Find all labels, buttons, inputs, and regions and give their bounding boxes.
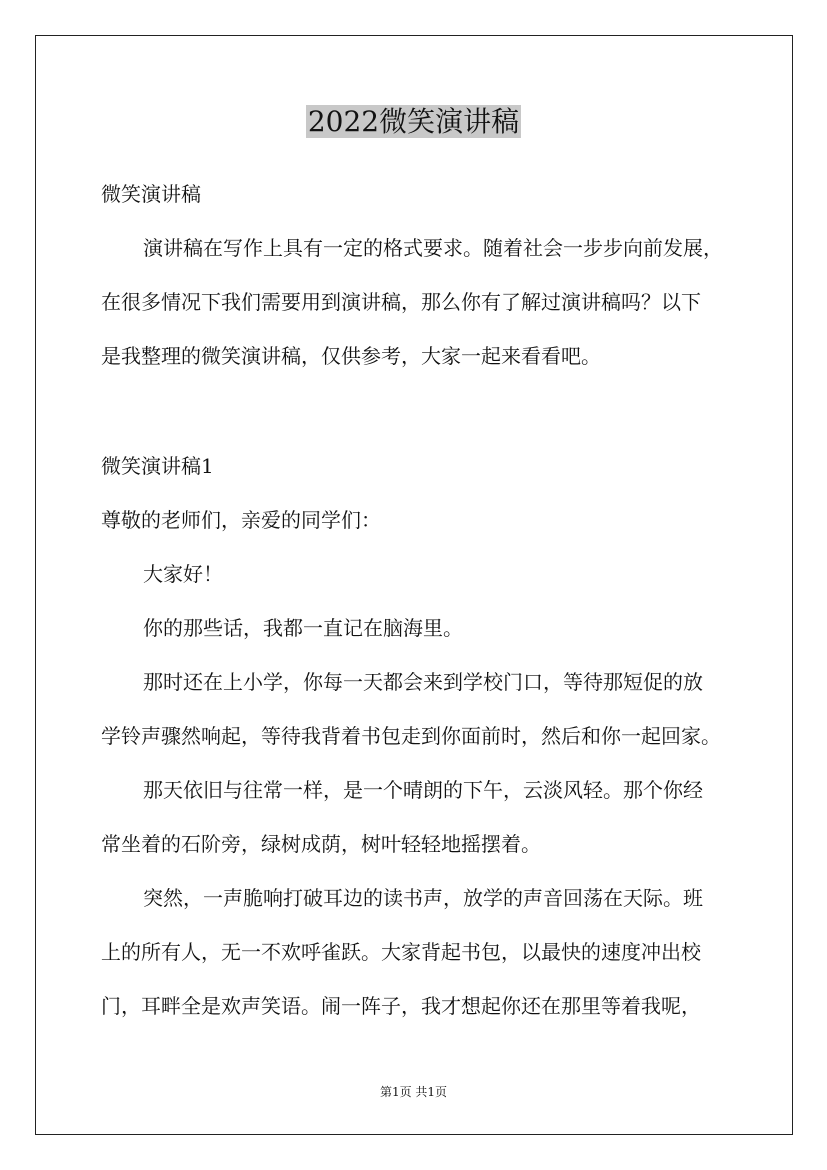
paragraph-line: 在很多情况下我们需要用到演讲稿，那么你有了解过演讲稿吗？以下 bbox=[101, 290, 701, 314]
paragraph-line: 是我整理的微笑演讲稿，仅供参考，大家一起来看看吧。 bbox=[101, 344, 601, 368]
paragraph-line: 上的所有人，无一不欢呼雀跃。大家背起书包，以最快的速度冲出校 bbox=[101, 940, 701, 964]
page-number-footer: 第1页 共1页 bbox=[379, 1085, 448, 1099]
paragraph-line: 突然，一声脆响打破耳边的读书声，放学的声音回荡在天际。班 bbox=[143, 886, 703, 910]
section-heading: 微笑演讲稿 bbox=[101, 182, 201, 206]
section-heading: 微笑演讲稿1 bbox=[101, 454, 214, 478]
paragraph-line: 你的那些话，我都一直记在脑海里。 bbox=[143, 616, 463, 640]
paragraph-line: 那时还在上小学，你每一天都会来到学校门口，等待那短促的放 bbox=[143, 670, 703, 694]
document-title bbox=[0, 102, 827, 142]
paragraph-line: 学铃声骤然响起，等待我背着书包走到你面前时，然后和你一起回家。 bbox=[101, 724, 721, 748]
paragraph-line: 大家好！ bbox=[143, 562, 223, 586]
salutation-line: 尊敬的老师们，亲爱的同学们： bbox=[101, 508, 381, 532]
paragraph-line: 门，耳畔全是欢声笑语。闹一阵子，我才想起你还在那里等着我呢， bbox=[101, 994, 701, 1018]
paragraph-line: 常坐着的石阶旁，绿树成荫，树叶轻轻地摇摆着。 bbox=[101, 832, 541, 856]
paragraph-line: 那天依旧与往常一样，是一个晴朗的下午，云淡风轻。那个你经 bbox=[143, 778, 703, 802]
title-highlight: 2022微笑演讲稿 bbox=[307, 105, 520, 138]
paragraph-line: 演讲稿在写作上具有一定的格式要求。随着社会一步步向前发展， bbox=[143, 236, 723, 260]
